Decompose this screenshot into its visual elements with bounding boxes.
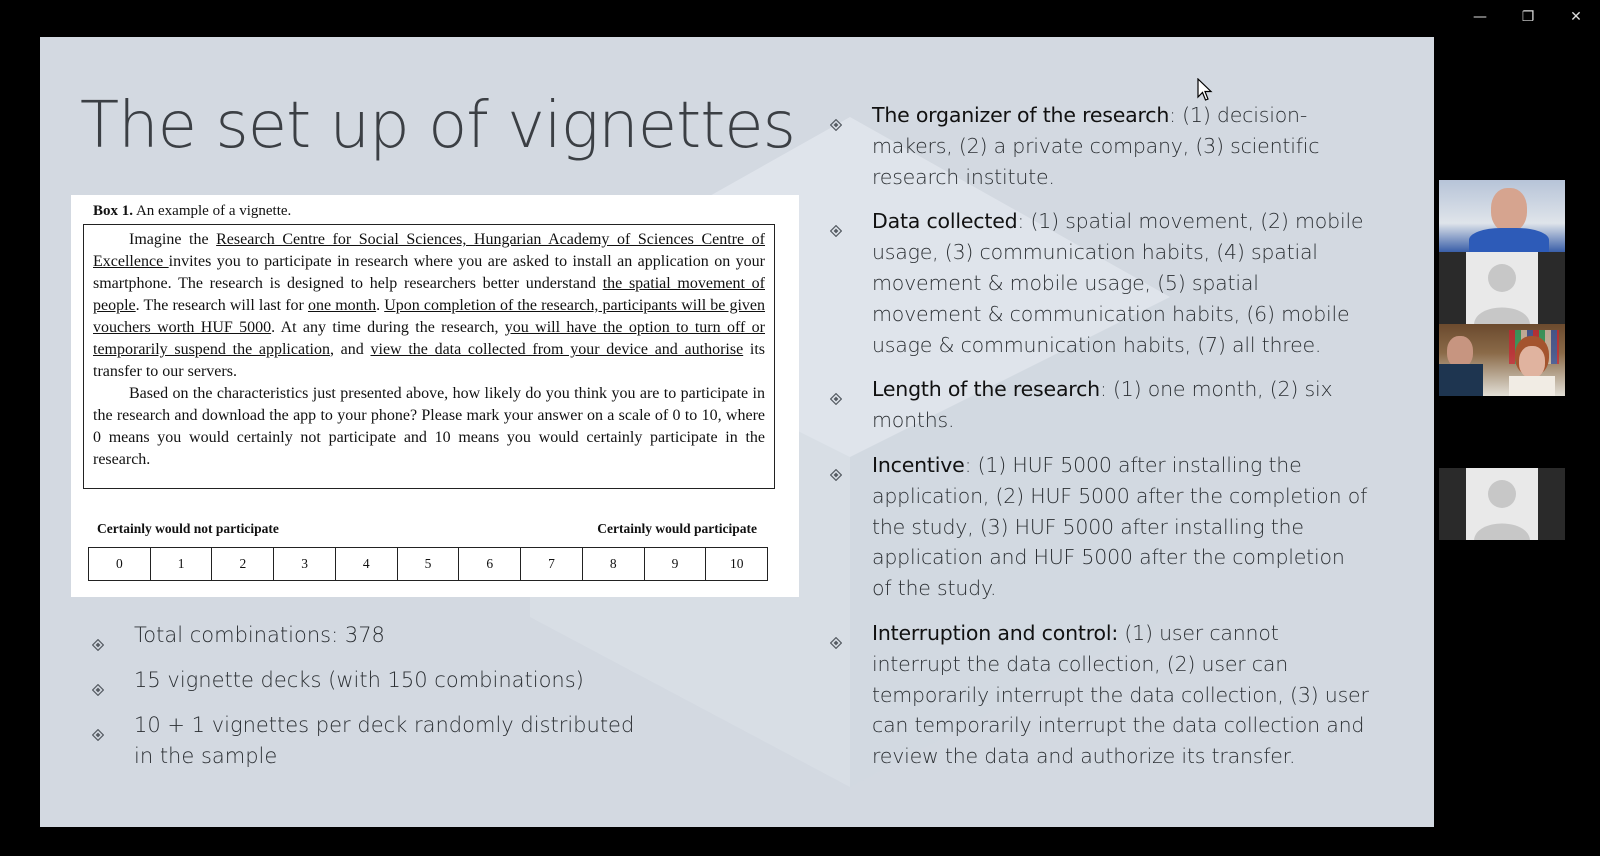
bullet-heading: Interruption and control:: [872, 620, 1119, 645]
diamond-bullet-icon: [92, 629, 104, 641]
rating-scale: [88, 547, 768, 581]
scale-option-1: 1: [150, 548, 212, 580]
scale-label-left: Certainly would not participate: [97, 521, 279, 536]
bullet-item: [92, 620, 652, 651]
scale-option-4: 4: [335, 548, 397, 580]
slide-title: The set up of vignettes: [80, 89, 795, 163]
diamond-bullet-icon: [830, 627, 842, 639]
participant-tile-4[interactable]: [1439, 468, 1565, 540]
bullet-text: 10 + 1 vignettes per deck randomly distributed in the sample: [134, 713, 635, 768]
participant-tile-1[interactable]: [1439, 180, 1565, 252]
scale-option-6: 6: [458, 548, 520, 580]
diamond-bullet-icon: [92, 674, 104, 686]
participant-tile-3[interactable]: [1439, 324, 1565, 396]
diamond-bullet-icon: [830, 109, 842, 121]
bullet-item: [830, 374, 1370, 436]
scale-option-3: 3: [273, 548, 335, 580]
vignette-text-segment: , and: [329, 341, 371, 358]
scale-option-8: 8: [582, 548, 644, 580]
box-caption-text: An example of a vignette.: [133, 203, 292, 219]
vignette-text-frame: [83, 224, 775, 489]
vignette-paragraph-2: Based on the characteristics just presented above, how likely do you think you are to participate in the research and download the app to your phone? Please mark your answer on a scale of 0 to 10, where 0 means you would certainly not participate and 10 means you would certainly participate in the research.: [93, 385, 765, 468]
bullet-text: : (1) HUF 5000 after installing the application, (2) HUF 5000 after the completion of the study, (3) HUF 5000 after installing the application and HUF 5000 after the completion of the study.: [872, 452, 1368, 601]
vignette-text-segment: its transfer to our servers.: [93, 341, 766, 380]
vignette-text-segment: . At any time during the research,: [271, 319, 505, 336]
underlined-attribute-text: one month: [307, 297, 377, 314]
scale-option-7: 7: [520, 548, 582, 580]
bullet-item: [830, 450, 1370, 604]
underlined-attribute-text: the spatial movement of people: [93, 275, 765, 314]
diamond-bullet-icon: [830, 215, 842, 227]
restore-button[interactable]: ❐: [1521, 9, 1535, 25]
diamond-bullet-icon: [92, 719, 104, 731]
vignette-example-box: [71, 195, 799, 597]
diamond-bullet-icon: [830, 383, 842, 395]
bullet-item: [830, 100, 1370, 192]
scale-option-2: 2: [211, 548, 273, 580]
participant-video-1: [1439, 180, 1565, 252]
underlined-attribute-text: view the data collected from your device and authorise: [370, 341, 744, 358]
participant-tile-2[interactable]: [1439, 252, 1565, 324]
vignette-text-segment: .: [376, 297, 385, 314]
vignette-text-segment: . The research will last for: [135, 297, 308, 314]
scale-label-right: Certainly would participate: [597, 521, 757, 536]
scale-option-9: 9: [644, 548, 706, 580]
bullet-text: Total combinations: 378: [134, 623, 385, 647]
bullet-heading: Length of the research: [872, 377, 1100, 402]
vignette-paragraph-1: [93, 229, 765, 383]
bullet-heading: The organizer of the research: [872, 103, 1170, 127]
underlined-attribute-text: Upon completion of the research, participants will be given vouchers worth HUF 5000: [93, 297, 766, 336]
bullet-heading: Incentive: [872, 452, 965, 477]
bullet-text: 15 vignette decks (with 150 combinations): [134, 668, 584, 692]
bullet-text: (1) user cannot interrupt the data collection, (2) user can temporarily interrupt the data collection, (3) user can temporarily interrupt the data collection and review the data and authorize its transfer.: [872, 620, 1369, 769]
bullet-text: : (1) spatial movement, (2) mobile usage, (3) communication habits, (4) spatial movement & mobile usage, (5) spatial movement & communication habits, (6) mobile usage & communication habits, (7) all three.: [872, 209, 1364, 357]
vignette-text-segment: Imagine the: [129, 231, 217, 248]
scale-option-10: 10: [705, 548, 767, 580]
minimize-button[interactable]: —: [1473, 9, 1487, 25]
bullet-heading: Data collected: [872, 209, 1018, 234]
scale-option-5: 5: [397, 548, 459, 580]
window-controls: [1456, 0, 1600, 34]
bullet-item: [830, 206, 1370, 360]
bullet-item: [92, 665, 652, 696]
scale-option-0: 0: [115, 556, 123, 571]
close-button[interactable]: ✕: [1570, 9, 1582, 25]
mouse-cursor-icon: [1197, 78, 1213, 102]
box-caption: [93, 203, 291, 220]
right-bullet-list: [830, 100, 1370, 786]
bullet-text: : (1) decision-makers, (2) a private company, (3) scientific research institute.: [872, 103, 1320, 189]
box-caption-label: Box 1.: [93, 203, 134, 219]
left-bullet-list: [92, 620, 652, 786]
bullet-item: [92, 710, 652, 772]
person-avatar-icon: [1466, 468, 1538, 540]
underlined-attribute-text: Research Centre for Social Sciences, Hungarian Academy of Sciences Centre of Excellence: [93, 231, 766, 270]
bullet-item: [830, 618, 1370, 772]
diamond-bullet-icon: [830, 459, 842, 471]
vignette-text-segment: invites you to participate in research where you are asked to install an application on your smartphone. The research is designed to help researchers better understand: [93, 253, 766, 292]
presentation-slide: [40, 37, 1434, 827]
bullet-text: : (1) one month, (2) six months.: [872, 377, 1333, 433]
scale-labels: [97, 521, 757, 537]
participant-video-3: [1439, 324, 1565, 396]
person-avatar-icon: [1466, 252, 1538, 324]
underlined-attribute-text: you will have the option to turn off or temporarily suspend the application: [93, 319, 765, 358]
